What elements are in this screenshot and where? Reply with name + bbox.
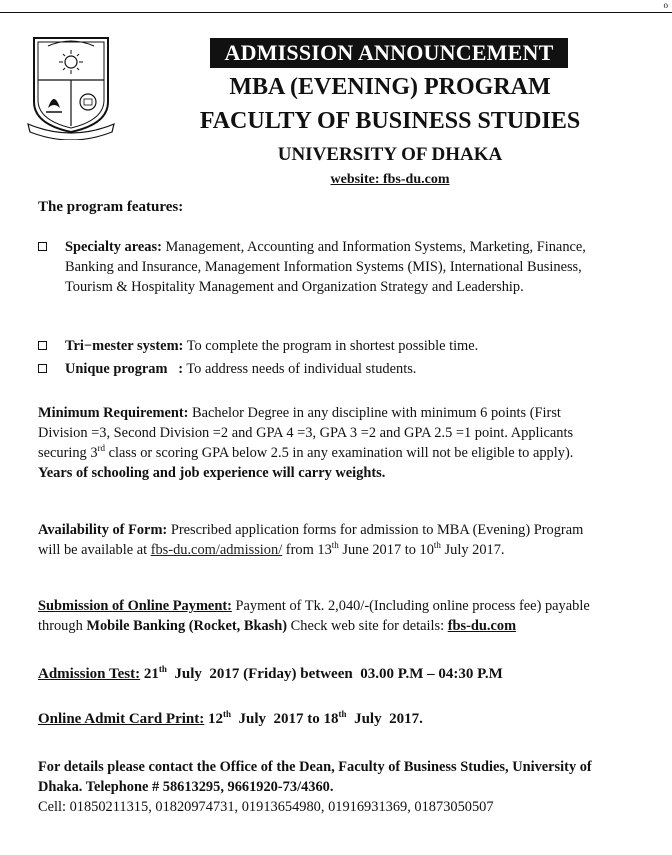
trimester-text: To complete the program in shortest possible time.	[183, 338, 479, 354]
admission-test-line	[38, 664, 658, 684]
admit-card-label: Online Admit Card Print:	[38, 711, 205, 727]
feature-specialty-text	[65, 237, 655, 297]
availability-sup2: th	[433, 540, 441, 550]
admit-card-rest: July 2017.	[346, 711, 423, 727]
announcement-banner: ADMISSION ANNOUNCEMENT	[210, 38, 568, 68]
availability-line2b: from 13	[282, 542, 332, 558]
availability-section	[38, 520, 658, 560]
checkbox-bullet-icon	[38, 364, 47, 373]
website-line[interactable]	[170, 171, 610, 189]
availability-line2d: July 2017.	[440, 542, 505, 558]
admit-card-d1: 12	[204, 711, 224, 727]
website-link[interactable]: website: fbs-du.com	[330, 172, 450, 187]
specialty-line2: Banking and Insurance, Management Information Systems (MIS), International Business,	[65, 259, 582, 275]
admission-form-link[interactable]: fbs-du.com/admission/	[150, 542, 283, 558]
admission-test-rest: July 2017 (Friday) between 03.00 P.M – 04:30 P.M	[166, 666, 503, 682]
features-title: The program features:	[38, 199, 184, 215]
checkbox-bullet-icon	[38, 242, 47, 251]
trimester-label: Tri−mester system:	[65, 338, 184, 354]
top-frame-line	[0, 0, 672, 13]
requirement-line4: Years of schooling and job experience will carry weights.	[38, 465, 386, 481]
specialty-line1: Management, Accounting and Information Systems, Marketing, Finance,	[161, 239, 586, 255]
payment-line1: Payment of Tk. 2,040/-(Including online process fee) payable	[231, 598, 590, 614]
requirement-line2: Division =3, Second Division =2 and GPA 4 =3, GPA 3 =2 and GPA 2.5 =1 point. Applicants	[38, 425, 574, 441]
admission-test-date: 21	[140, 666, 159, 682]
requirement-section	[38, 403, 658, 483]
payment-label: Submission of Online Payment:	[38, 598, 232, 614]
contact-line2: Dhaka. Telephone # 58613295, 9661920-73/4360.	[38, 779, 334, 795]
contact-cell: Cell: 01850211315, 01820974731, 01913654980, 01916931369, 01873050507	[38, 799, 494, 815]
admission-test-sup: th	[158, 664, 167, 674]
requirement-label: Minimum Requirement:	[38, 405, 189, 421]
university-logo	[26, 32, 116, 140]
payment-line2a: through	[38, 618, 87, 634]
payment-section	[38, 596, 658, 636]
feature-trimester-text	[65, 336, 655, 356]
admit-card-sup2: th	[338, 709, 347, 719]
availability-sup1: th	[331, 540, 339, 550]
contact-section	[38, 757, 658, 817]
availability-label: Availability of Form:	[38, 522, 168, 538]
availability-line2c: June 2017 to 10	[338, 542, 434, 558]
availability-line2a: will be available at	[38, 542, 151, 558]
admit-card-mid: July 2017 to 18	[231, 711, 339, 727]
requirement-line3a: securing 3	[38, 445, 98, 461]
admit-card-sup1: th	[223, 709, 232, 719]
checkbox-bullet-icon	[38, 341, 47, 350]
specialty-label: Specialty areas:	[65, 239, 162, 255]
payment-line2b: Check web site for details:	[287, 618, 448, 634]
unique-text: To address needs of individual students.	[183, 361, 417, 377]
unique-label: Unique program :	[65, 361, 184, 377]
corner-mark: o	[663, 0, 668, 10]
admission-test-label: Admission Test:	[38, 666, 141, 682]
faculty-title: FACULTY OF BUSINESS STUDIES	[199, 108, 581, 134]
contact-line1: For details please contact the Office of the Dean, Faculty of Business Studies, University of	[38, 759, 592, 775]
specialty-line3: Tourism & Hospitality Management and Organization Strategy and Leadership.	[65, 279, 524, 295]
requirement-line3b: class or scoring GPA below 2.5 in any examination will not be eligible to apply).	[105, 445, 574, 461]
admit-card-line	[38, 709, 658, 729]
requirement-line1: Bachelor Degree in any discipline with minimum 6 points (First	[188, 405, 561, 421]
requirement-sup: rd	[97, 443, 106, 453]
payment-mobile: Mobile Banking (Rocket, Bkash)	[86, 618, 288, 634]
availability-line1: Prescribed application forms for admission to MBA (Evening) Program	[167, 522, 584, 538]
university-title: UNIVERSITY OF DHAKA	[277, 144, 503, 165]
feature-unique-text	[65, 359, 655, 379]
program-title: MBA (EVENING) PROGRAM	[229, 74, 551, 100]
payment-site-link[interactable]: fbs-du.com	[447, 618, 517, 634]
